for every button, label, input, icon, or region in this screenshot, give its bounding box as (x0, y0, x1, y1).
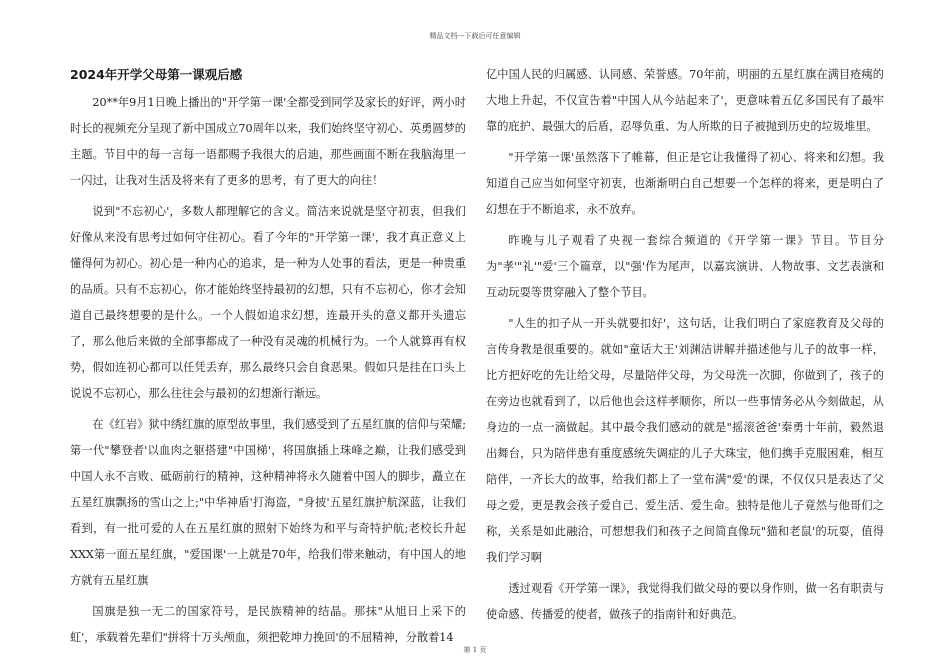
right-column (486, 62, 884, 633)
paragraph: 20**年9月1日晚上播出的"开学第一课'全都受到同学及家长的好评，两小时时长的视频充分呈现了新中国成立70周年以来，我们始终坚守初心、英勇圆梦的主题。节目中的每一言每一语都赐予我很大的启迪，那些画面不断在我脑海里一一闪过，让我对生活及将来有了更多的思考，有了更大的向往！ (70, 96, 466, 187)
paragraph: "开学第一课'虽然落下了帷幕，但正是它让我懂得了初心、将来和幻想。我知道自己应当如何坚守初衷，也渐渐明白自己想要一个怎样的将来，更是明白了幻想在于不断追求，永不放弃。 (486, 151, 884, 216)
page-header: 精品文档---下载后可任意编辑 (429, 32, 521, 40)
paragraph: 说到"不忘初心'，多数人都理解它的含义。简洁来说就是坚守初衷，但我们好像从来没有思考过如何守住初心。看了今年的"开学第一课'，我才真正意义上懂得何为初心。初心是一种内心的追求，是一种为人处事的看法，更是一种贵重的品质。只有不忘初心，你才能始终坚持最初的幻想，只有不忘初心，你才会知道自己最终想要的是什么。一个人假如追求幻想，连最开头的意义都开头遗忘了，那么他后来做的全部事都成了一种没有灵魂的机械行为。一个人就算再有权势，假如连初心都可以任凭丢弃，那么最终只会自食恶果。假如只是挂在口头上说说不忘初心，那么往往会与最初的幻想渐行渐远。 (70, 205, 466, 400)
document-title: 2024年开学父母第一课观后感 (70, 67, 243, 82)
paragraph: 在《红岩》狱中绣红旗的原型故事里，我们感受到了五星红旗的信仰与荣耀;第一代"攀登者'以血肉之躯搭建"中国梯'，将国旗插上珠峰之巅，让我们感受到中国人永不言败、砥砺前行的精神，这种精神将永久随着中国人的脚步，矗立在五星红旗飘扬的雪山之上;"中华神盾'打海盗，"身披'五星红旗护航深蓝，让我们看到，有一批可爱的人在五星红旗的照射下始终为和平与奇特护航;老校长升起XXX第一面五星红旗，"爱国课'一上就是70年，给我们带来触动，有中国人的地方就有五星红旗 (70, 418, 466, 587)
paragraph: 国旗是独一无二的国家符号，是民族精神的结晶。那抹"从旭日上采下的虹'，承载着先辈们"拼将十万头颅血，须把乾坤力挽回'的不屈精神，分散着14 (70, 605, 466, 644)
paragraph: 昨晚与儿子观看了央视一套综合频道的《开学第一课》节目。节目分为"孝'"礼'"爱'三个篇章，以"强'作为尾声，以嘉宾演讲、人物故事、文艺表演和互动玩耍等贯穿融入了整个节目。 (486, 234, 884, 299)
paragraph-continued: 亿中国人民的归属感、认同感、荣誉感。70年前，明丽的五星红旗在满目疮痍的大地上升起，不仅宣告着"中国人从今站起来了'，更意味着五亿多国民有了最牢靠的庇护、最强大的后盾，忍辱负重、为人所欺的日子被抛到历史的垃圾堆里。 (486, 68, 884, 133)
page-number: 第 1 页 (463, 646, 487, 654)
paragraph: "人生的扣子从一开头就要扣好'，这句话，让我们明白了家庭教育及父母的言传身教是很重要的。就如"童话大王'刘渊洁讲解并描述他与儿子的故事一样，比方把好吃的先让给父母，尽量陪伴父母，为父母洗一次脚，你做到了，孩子的在旁边也就看到了，以后他也会这样孝顺你，所以一些事情务必从今刻做起，从身边的一点一滴做起。其中最令我们感动的就是"摇滚爸爸'秦勇十年前，毅然退出舞台，只为陪伴患有重度感统失调症的儿子大珠宝，他们携手克服困难，相互陪伴，一齐长大的故事，给我们都上了一堂布满"爱'的课，不仅仅只是表达了父母之爱，更是教会孩子爱自己、爱生活、爱生命。独特是他儿子竟然与他哥们之称，关系是如此融洽，可想想我们和孩子之间简直像玩"猫和老鼠'的玩耍，值得我们学习啊 (486, 317, 884, 564)
paragraph: 透过观看《开学第一课》，我觉得我们做父母的要以身作则，做一名有职责与使命感、传播爱的使者，做孩子的指南针和好典范。 (486, 582, 884, 621)
left-column (70, 62, 466, 656)
